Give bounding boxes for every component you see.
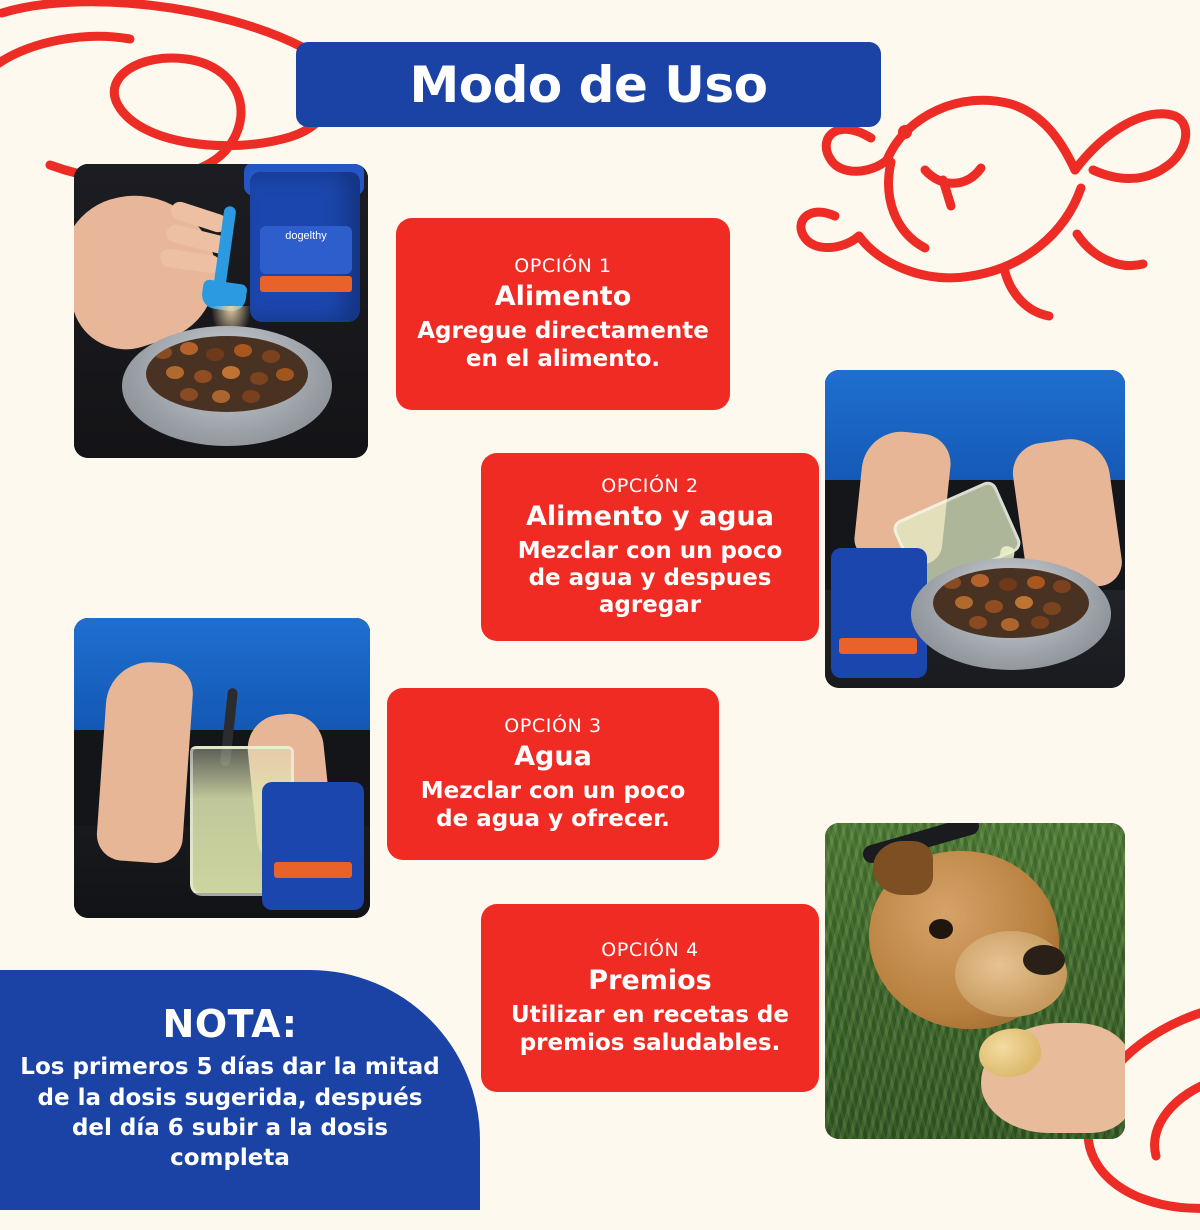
option-card-2 [481,453,819,641]
dog-bowl [122,326,332,446]
option-card-4 [481,904,819,1092]
jar-label-strip [274,862,352,878]
dog-eye [929,919,953,939]
left-arm [95,659,195,865]
photo-option-1 [74,164,368,458]
dog-nose [1023,945,1065,975]
option-2-kicker: OPCIÓN 2 [601,474,699,497]
option-4-kicker: OPCIÓN 4 [601,939,699,962]
page-title: Modo de Uso [409,55,768,114]
header-banner [296,42,881,127]
note-text: Los primeros 5 días dar la mitad de la dosis sugerida, después del día 6 subir a la dosis completa [20,1054,440,1172]
note-title: NOTA: [162,1002,298,1047]
option-2-name: Alimento y agua [526,500,774,532]
dog-bowl [911,558,1111,670]
jar-label: dogelthy [260,226,352,274]
option-1-kicker: OPCIÓN 1 [514,255,612,278]
dog-ear [873,841,933,895]
option-card-3 [387,688,719,860]
option-1-description: Agregue directamente en el alimento. [417,318,709,372]
photo-option-3 [74,618,370,918]
photo-option-2 [825,370,1125,688]
jar-label-strip [839,638,917,654]
note-block [0,970,480,1210]
option-2-description: Mezclar con un poco de agua y despues agregar [517,537,783,619]
product-jar [262,782,364,910]
option-4-name: Premios [588,965,712,997]
option-3-name: Agua [514,741,592,773]
option-card-1 [396,218,730,410]
bowl-food-area [146,336,308,412]
bowl-food-area [933,568,1089,638]
option-3-description: Mezclar con un poco de agua y ofrecer. [420,778,686,832]
photo-option-4 [825,823,1125,1139]
option-1-name: Alimento [494,281,632,313]
jar-label-strip [260,276,352,292]
option-4-description: Utilizar en recetas de premios saludables. [510,1002,789,1056]
option-3-kicker: OPCIÓN 3 [504,715,602,738]
